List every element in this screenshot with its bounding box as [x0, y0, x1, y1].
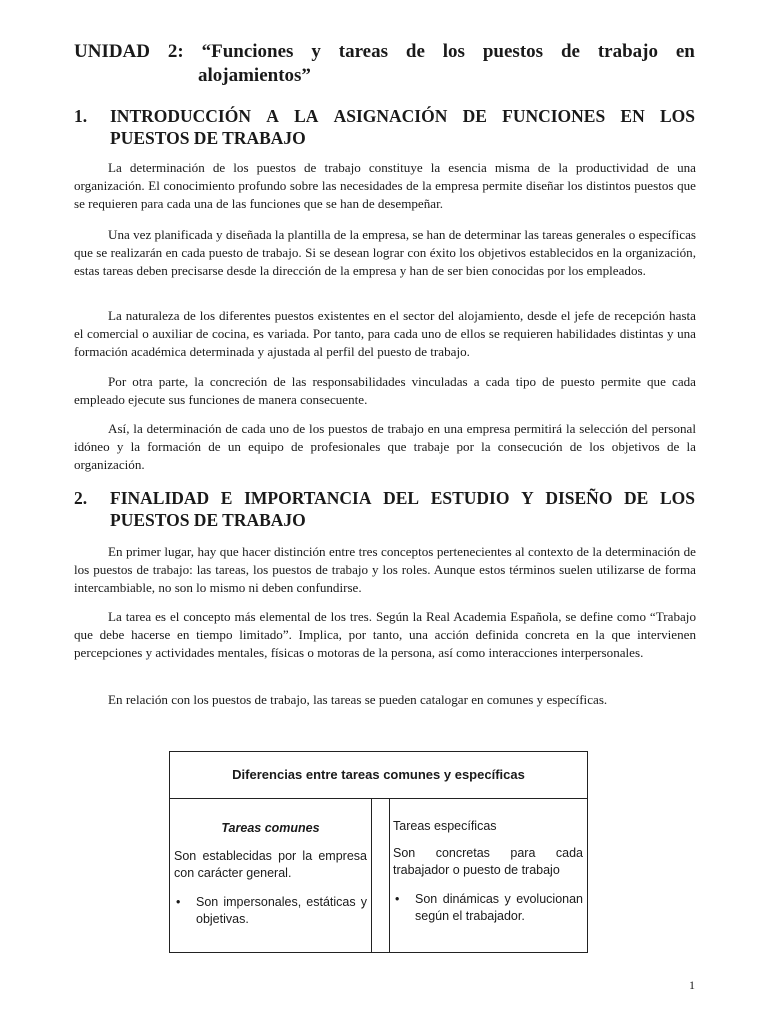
section-2-heading-word: Y	[521, 488, 534, 508]
common-tasks-heading: Tareas comunes	[221, 821, 320, 835]
table-column-common-tasks	[174, 798, 367, 952]
section-1-heading-line-1	[110, 105, 695, 127]
section-1-heading-word: A	[266, 106, 279, 126]
comparison-table	[169, 751, 588, 953]
section-2-heading-word: E	[220, 488, 233, 508]
section-2-heading-word: DISEÑO	[545, 488, 613, 508]
section-1-paragraph: Por otra parte, la concreción de las responsabilidades vinculadas a cada tipo de puesto permite que cada empleado ejecute sus funciones de manera consecuente.	[74, 374, 696, 408]
section-1-paragraph: La determinación de los puestos de trabajo constituye la esencia misma de la productividad de una organización. El conocimiento profundo sobre las necesidades de la empresa permite diseñar los distintos puestos que se requieren para cada una de las funciones que se han de desempeñar.	[74, 160, 696, 212]
section-2-paragraph: En relación con los puestos de trabajo, las tareas se pueden catalogar en comunes y específicas.	[108, 692, 608, 707]
unit-title-word: tareas	[338, 41, 388, 62]
section-1-heading-word: LA	[294, 106, 319, 126]
section-1-heading-word: DE	[462, 106, 487, 126]
unit-title-word: 2:	[167, 41, 184, 62]
section-2-heading-line-1	[110, 487, 695, 509]
unit-title-line-1	[74, 40, 695, 64]
section-2-heading-line-2: PUESTOS DE TRABAJO	[110, 510, 306, 530]
section-2-heading-word: DE	[624, 488, 649, 508]
page-number: 1	[689, 978, 695, 992]
table-title: Diferencias entre tareas comunes y específicas	[170, 752, 587, 799]
specific-tasks-list	[393, 891, 583, 926]
unit-title-word: en	[675, 41, 695, 62]
specific-tasks-text: Son concretas para cada trabajador o puesto de trabajo	[393, 845, 583, 877]
unit-title-word: de	[560, 41, 580, 62]
unit-title-word: UNIDAD	[74, 41, 150, 62]
section-1-number: 1.	[74, 106, 88, 126]
section-1-heading	[74, 105, 695, 149]
section-1-heading-word: INTRODUCCIÓN	[110, 106, 251, 126]
section-2-heading	[74, 487, 695, 531]
section-2-heading-word: LOS	[659, 488, 695, 508]
section-1-heading-word: FUNCIONES	[502, 106, 606, 126]
table-column-specific-tasks	[393, 798, 583, 952]
unit-title-word: “Funciones	[201, 41, 294, 62]
section-2-heading-word: IMPORTANCIA	[244, 488, 372, 508]
unit-title	[74, 40, 695, 88]
section-1-heading-word: EN	[620, 106, 645, 126]
unit-title-word: puestos	[482, 41, 544, 62]
unit-title-line-2: alojamientos”	[198, 65, 311, 86]
common-tasks-list	[174, 894, 367, 929]
section-1-paragraph: Una vez planificada y diseñada la plantilla de la empresa, se han de determinar las tareas generales o específicas que se realizarán en cada puesto de trabajo. Si se desean lograr con éxito los objetivos establecidos en la organización, estas tareas deben precisarse desde la dirección de la empresa y han de ser bien conocidas por los empleados.	[74, 227, 696, 279]
unit-title-word: y	[311, 41, 321, 62]
table-column-divider	[371, 798, 390, 952]
section-2-heading-word: ESTUDIO	[430, 488, 510, 508]
section-1-paragraph: La naturaleza de los diferentes puestos existentes en el sector del alojamiento, desde el jefe de recepción hasta el comercial o auxiliar de cocina, es variada. Por tanto, para cada uno de ellos se requieren habilidades distintas y una formación académica determinada y ajustada al perfil del puesto de trabajo.	[74, 308, 696, 360]
unit-title-word: los	[442, 41, 465, 62]
unit-title-word: trabajo	[597, 41, 658, 62]
section-1-heading-word: ASIGNACIÓN	[333, 106, 448, 126]
section-1-paragraph: Así, la determinación de cada uno de los puestos de trabajo en una empresa permitirá la selección del personal idóneo y la formación de un equipo de profesionales que trabaje por la consecución de los objetivos de la organización.	[74, 421, 696, 473]
section-2-paragraph: La tarea es el concepto más elemental de los tres. Según la Real Academia Española, se define como “Trabajo que debe hacerse en tiempo limitado”. Implica, por tanto, una acción definida concreta en la que intervienen percepciones y actividades mentales, físicas o motoras de la persona, así como interacciones interpersonales.	[74, 609, 696, 661]
section-1-heading-word: LOS	[659, 106, 695, 126]
section-2-paragraph: En primer lugar, hay que hacer distinción entre tres conceptos pertenecientes al contexto de la determinación de los puestos de trabajo: las tareas, los puestos de trabajo y los roles. Aunque estos términos suelen utilizarse de forma intercambiable, no son lo mismo ni deben confundirse.	[74, 544, 696, 596]
section-1-heading-line-2: PUESTOS DE TRABAJO	[110, 128, 306, 148]
unit-title-word: de	[405, 41, 425, 62]
specific-tasks-bullet: • Son dinámicas y evolucionan según el trabajador.	[415, 891, 583, 926]
common-tasks-text: Son establecidas por la empresa con carácter general.	[174, 848, 367, 880]
section-2-heading-word: FINALIDAD	[110, 488, 210, 508]
specific-tasks-heading: Tareas específicas	[393, 819, 497, 833]
section-2-heading-word: DEL	[383, 488, 420, 508]
section-2-number: 2.	[74, 488, 88, 508]
common-tasks-bullet: • Son impersonales, estáticas y objetivas.	[196, 894, 367, 929]
